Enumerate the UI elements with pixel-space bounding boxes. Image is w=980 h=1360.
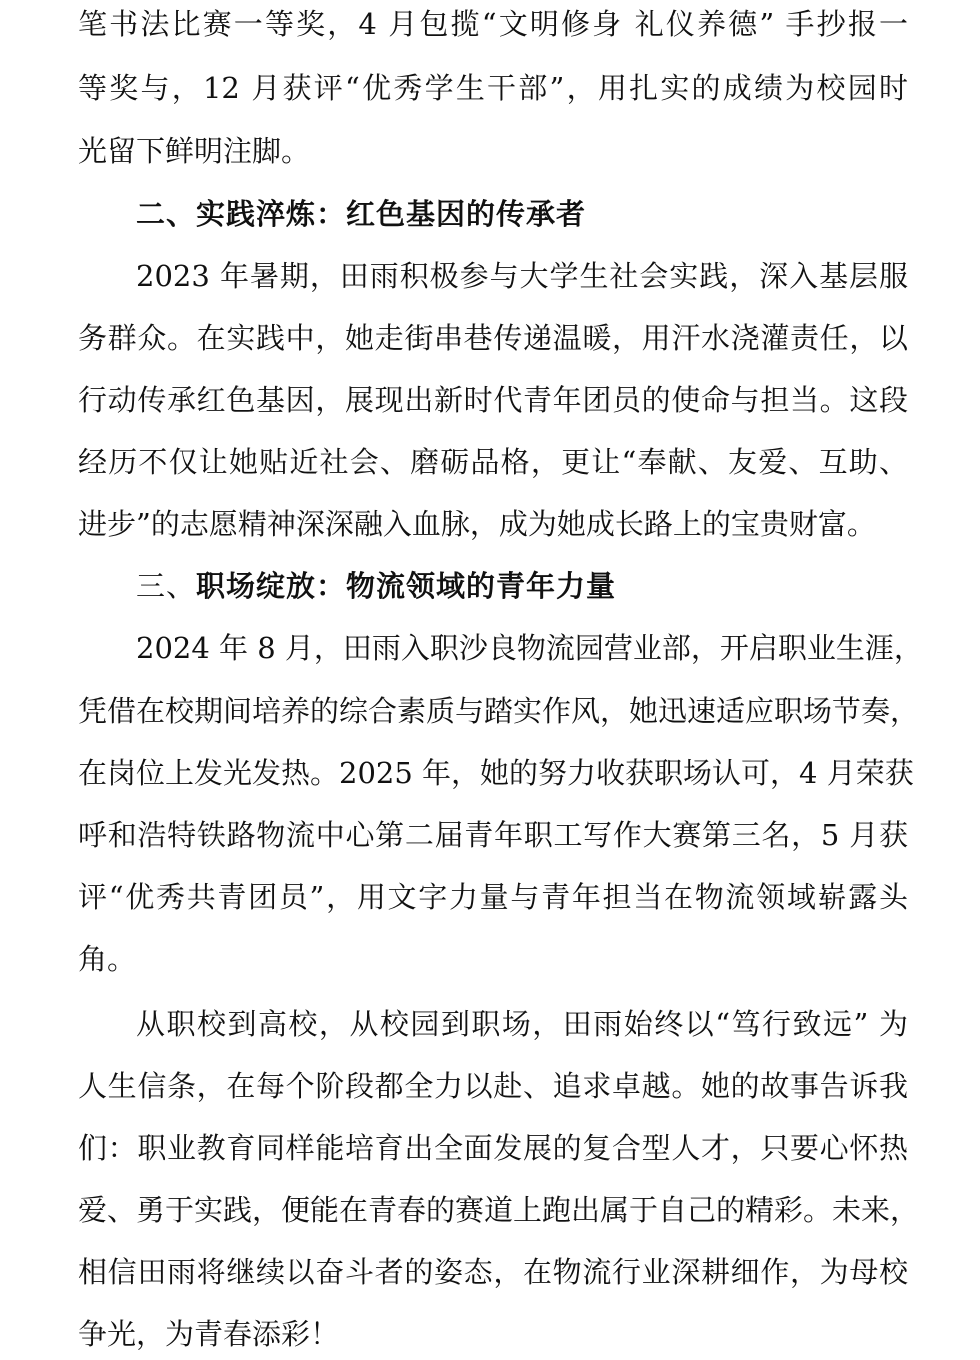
body-text-line: 爱、勇于实践，便能在青春的赛道上跑出属于自己的精彩。未来，	[78, 1193, 920, 1227]
section-heading-practice	[136, 194, 586, 234]
body-text-line: 凭借在校期间培养的综合素质与踏实作风，她迅速适应职场节奏，	[78, 694, 920, 728]
body-text-line: 等奖与，12 月获评“优秀学生干部”，用扎实的成绩为校园时	[78, 71, 908, 105]
body-text-line: 们：职业教育同样能培育出全面发展的复合型人才，只要心怀热	[78, 1131, 908, 1165]
body-text-line: 进步”的志愿精神深深融入血脉，成为她成长路上的宝贵财富。	[78, 507, 876, 541]
body-text-line: 人生信条，在每个阶段都全力以赴、追求卓越。她的故事告诉我	[78, 1069, 908, 1103]
section-heading-title: 实践淬炼：红色基因的传承者	[196, 197, 587, 231]
body-text-line: 务群众。在实践中，她走街串巷传递温暖，用汗水浇灌责任，以	[78, 321, 908, 355]
section-heading-prefix: 二、	[136, 197, 197, 231]
section-heading-title: 职场绽放：物流领域的青年力量	[196, 569, 617, 603]
body-text-line: 行动传承红色基因，展现出新时代青年团员的使命与担当。这段	[78, 383, 908, 417]
body-text-line: 角。	[78, 942, 137, 976]
body-text-line: 相信田雨将继续以奋斗者的姿态，在物流行业深耕细作，为母校	[78, 1255, 908, 1289]
body-text-line: 争光，为青春添彩！	[78, 1317, 340, 1351]
section-heading-career	[136, 566, 616, 606]
section-heading-prefix: 三、	[136, 569, 197, 603]
body-text-line: 呼和浩特铁路物流中心第二届青年职工写作大赛第三名，5 月获	[78, 818, 908, 852]
body-text-line: 2024 年 8 月，田雨入职沙良物流园营业部，开启职业生涯，	[136, 631, 923, 665]
body-text-line: 光留下鲜明注脚。	[78, 134, 311, 168]
body-text-line: 2023 年暑期，田雨积极参与大学生社会实践，深入基层服	[136, 259, 908, 293]
body-text-line: 评“优秀共青团员”，用文字力量与青年担当在物流领域崭露头	[78, 880, 908, 914]
body-text-line: 笔书法比赛一等奖，4 月包揽“文明修身 礼仪养德” 手抄报一	[78, 7, 908, 41]
body-text-line: 经历不仅让她贴近社会、磨砺品格，更让“奉献、友爱、互助、	[78, 445, 908, 479]
body-text-line: 在岗位上发光发热。2025 年，她的努力收获职场认可，4 月荣获	[78, 756, 914, 790]
body-text-line: 从职校到高校，从校园到职场，田雨始终以“笃行致远” 为	[136, 1007, 908, 1041]
